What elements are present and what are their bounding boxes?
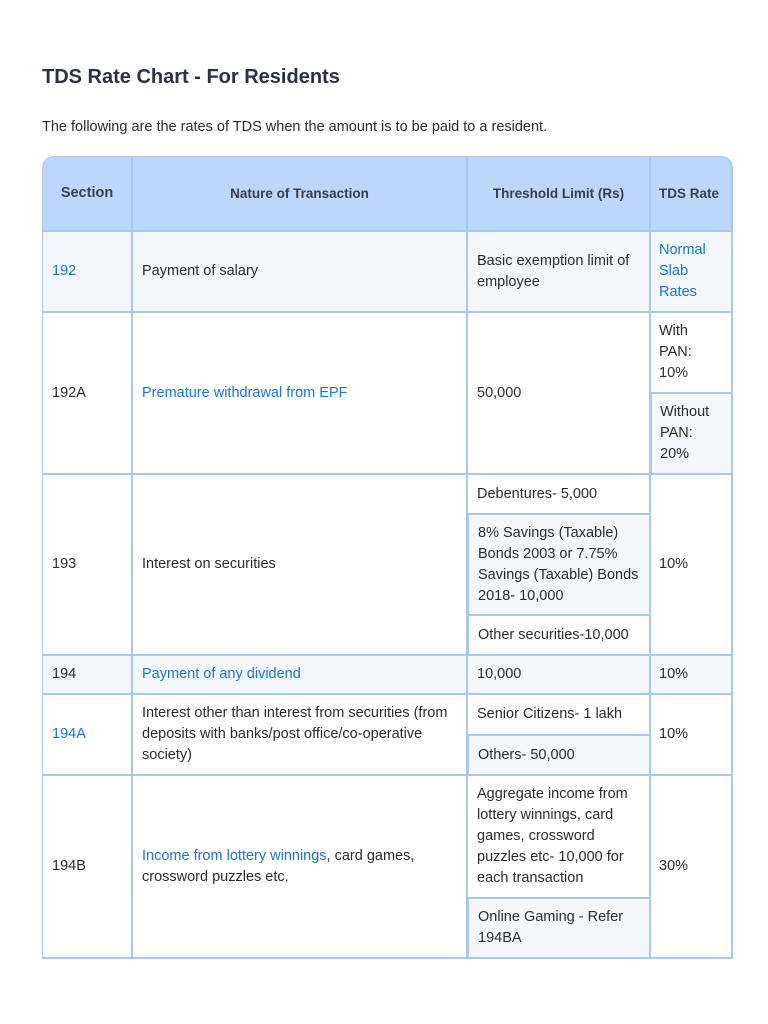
threshold-cell-online: Online Gaming - Refer 194BA [468, 899, 651, 959]
nature-cell: Interest other than interest from securities (from deposits with banks/post office/co-operative society) [133, 695, 468, 776]
threshold-cell: Basic exemption limit of employee [468, 232, 651, 313]
section-link-192[interactable]: 192 [52, 263, 77, 279]
threshold-cell-senior: Senior Citizens- 1 lakh [468, 695, 651, 736]
nature-cell [133, 313, 468, 475]
threshold-cell-bonds: 8% Savings (Taxable) Bonds 2003 or 7.75% Savings (Taxable) Bonds 2018- 10,000 [468, 515, 651, 616]
section-cell [42, 695, 133, 776]
table-row [42, 695, 733, 736]
threshold-cell-debentures: Debentures- 5,000 [468, 475, 651, 515]
table-row [42, 656, 733, 695]
rate-cell [651, 232, 733, 313]
lottery-winnings-link[interactable]: Income from lottery winnings [142, 847, 327, 864]
nature-text: , card games, crossword puzzles etc. [142, 847, 415, 885]
rate-cell: 10% [651, 656, 733, 695]
rate-cell: 10% [651, 475, 733, 656]
threshold-cell-aggregate: Aggregate income from lottery winnings, card games, crossword puzzles etc- 10,000 for each transaction [468, 776, 651, 899]
nature-cell [133, 656, 468, 695]
table-row [42, 475, 733, 515]
table-header-row [42, 156, 733, 232]
tds-rate-table [42, 156, 733, 959]
table-row [42, 776, 733, 899]
section-cell: 194B [42, 776, 133, 959]
threshold-cell: 50,000 [468, 313, 651, 475]
rate-cell-with-pan: With PAN: 10% [651, 313, 733, 394]
section-link-194a[interactable]: 194A [52, 726, 86, 742]
header-threshold: Threshold Limit (Rs) [468, 156, 651, 232]
section-cell: 192A [42, 313, 133, 475]
rate-cell: 10% [651, 695, 733, 776]
section-cell: 194 [42, 656, 133, 695]
threshold-cell: 10,000 [468, 656, 651, 695]
threshold-cell-others: Others- 50,000 [468, 736, 651, 776]
normal-slab-rates-link[interactable]: Normal Slab Rates [659, 242, 706, 300]
rate-cell-without-pan: Without PAN: 20% [651, 394, 733, 475]
page-title: TDS Rate Chart - For Residents [42, 66, 340, 88]
header-tds-rate: TDS Rate [651, 156, 733, 232]
section-cell: 193 [42, 475, 133, 656]
nature-cell: Payment of salary [133, 232, 468, 313]
rate-cell: 30% [651, 776, 733, 959]
table-row [42, 232, 733, 313]
nature-cell [133, 776, 468, 959]
header-section: Section [42, 156, 133, 232]
dividend-link[interactable]: Payment of any dividend [142, 666, 301, 682]
section-cell [42, 232, 133, 313]
table-row [42, 313, 733, 394]
premature-epf-link[interactable]: Premature withdrawal from EPF [142, 384, 348, 401]
intro-text: The following are the rates of TDS when the amount is to be paid to a resident. [42, 119, 548, 135]
nature-cell: Interest on securities [133, 475, 468, 656]
threshold-cell-other: Other securities-10,000 [468, 616, 651, 656]
header-nature: Nature of Transaction [133, 156, 468, 232]
